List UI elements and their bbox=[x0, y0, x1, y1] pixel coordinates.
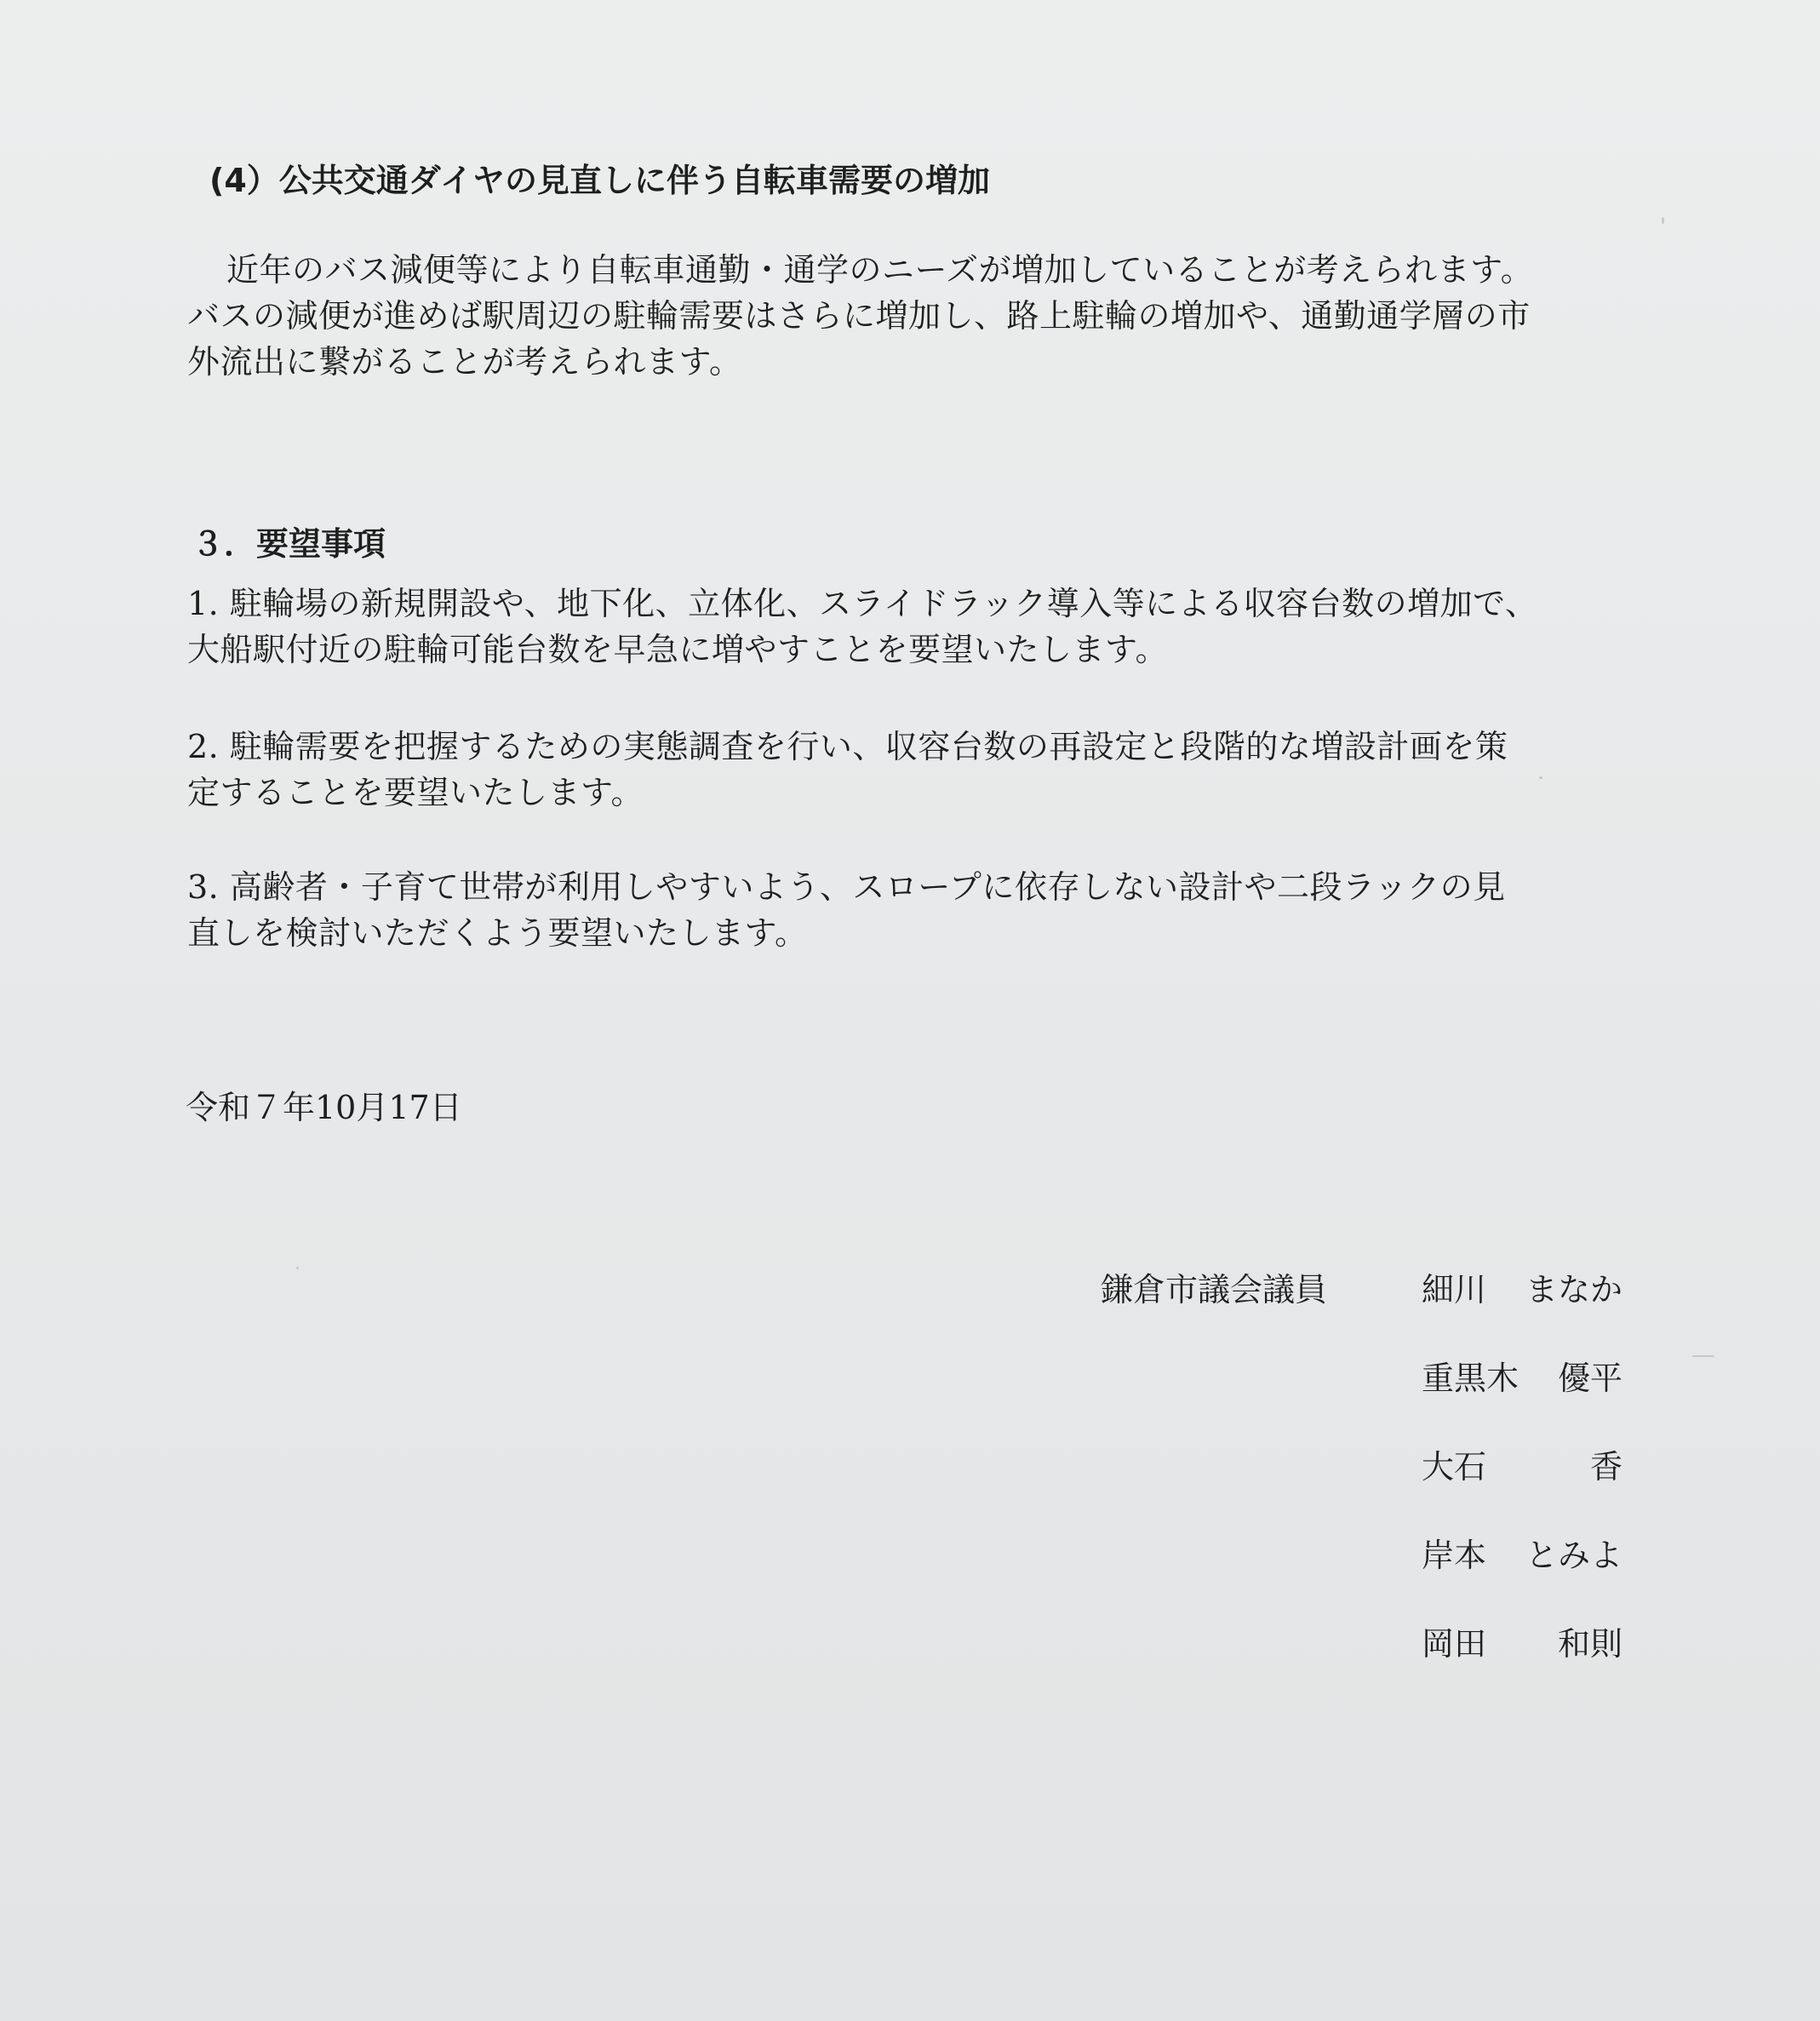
signatory-surname: 大石 bbox=[1422, 1448, 1487, 1486]
signatory-name bbox=[1422, 1271, 1623, 1310]
request-item-1 bbox=[187, 581, 1703, 673]
section-4-paragraph bbox=[187, 247, 1703, 385]
section-4-heading: (4）公共交通ダイヤの見直しに伴う自転車需要の増加 bbox=[209, 162, 991, 199]
paragraph-line: 外流出に繋がることが考えられます。 bbox=[187, 343, 742, 381]
section-3-heading: ３．要望事項 bbox=[192, 525, 386, 563]
paper-crease bbox=[1692, 1355, 1714, 1357]
signatory-name bbox=[1422, 1625, 1623, 1664]
request-line: 3. 高齢者・子育て世帯が利用しやすいよう、スロープに依存しない設計や二段ラックの見 bbox=[187, 868, 1506, 906]
signatory-name bbox=[1422, 1360, 1623, 1399]
request-line: 2. 駐輪需要を把握するための実態調査を行い、収容台数の再設定と段階的な増設計画を策 bbox=[187, 728, 1508, 765]
request-line: 1. 駐輪場の新規開設や、地下化、立体化、スライドラック導入等による収容台数の増加で、 bbox=[187, 585, 1538, 622]
signatory-given-name: 香 bbox=[1589, 1448, 1623, 1486]
request-line: 大船駅付近の駐輪可能台数を早急に増やすことを要望いたします。 bbox=[187, 631, 1168, 668]
signatory-given-name: 和則 bbox=[1557, 1625, 1623, 1663]
signatory-name bbox=[1422, 1448, 1623, 1487]
paper-speck bbox=[296, 1267, 299, 1269]
request-item-3 bbox=[187, 864, 1703, 956]
signatory-given-name: まなか bbox=[1525, 1271, 1623, 1308]
paragraph-line: バスの減便が進めば駅周辺の駐輪需要はさらに増加し、路上駐輪の増加や、通勤通学層の市 bbox=[187, 297, 1531, 335]
signatory-surname: 岸本 bbox=[1422, 1537, 1487, 1574]
signatory-surname: 細川 bbox=[1422, 1271, 1487, 1308]
signatory-given-name: 優平 bbox=[1557, 1360, 1623, 1397]
paper-speck bbox=[1539, 776, 1542, 779]
request-line: 定することを要望いたします。 bbox=[187, 774, 644, 811]
signatory-surname: 岡田 bbox=[1422, 1625, 1487, 1663]
document-date: 令和７年10月17日 bbox=[186, 1089, 462, 1126]
signatory-given-name: とみよ bbox=[1525, 1537, 1623, 1574]
signatory-title: 鎌倉市議会議員 bbox=[1101, 1271, 1328, 1308]
signatory-name bbox=[1422, 1537, 1623, 1576]
signatory-surname: 重黒木 bbox=[1422, 1360, 1520, 1397]
paragraph-line: 近年のバス減便等により自転車通勤・通学のニーズが増加していることが考えられます。 bbox=[226, 251, 1534, 289]
request-item-2 bbox=[187, 724, 1703, 816]
paper-speck bbox=[1662, 217, 1664, 224]
request-line: 直しを検討いただくよう要望いたします。 bbox=[187, 914, 808, 952]
